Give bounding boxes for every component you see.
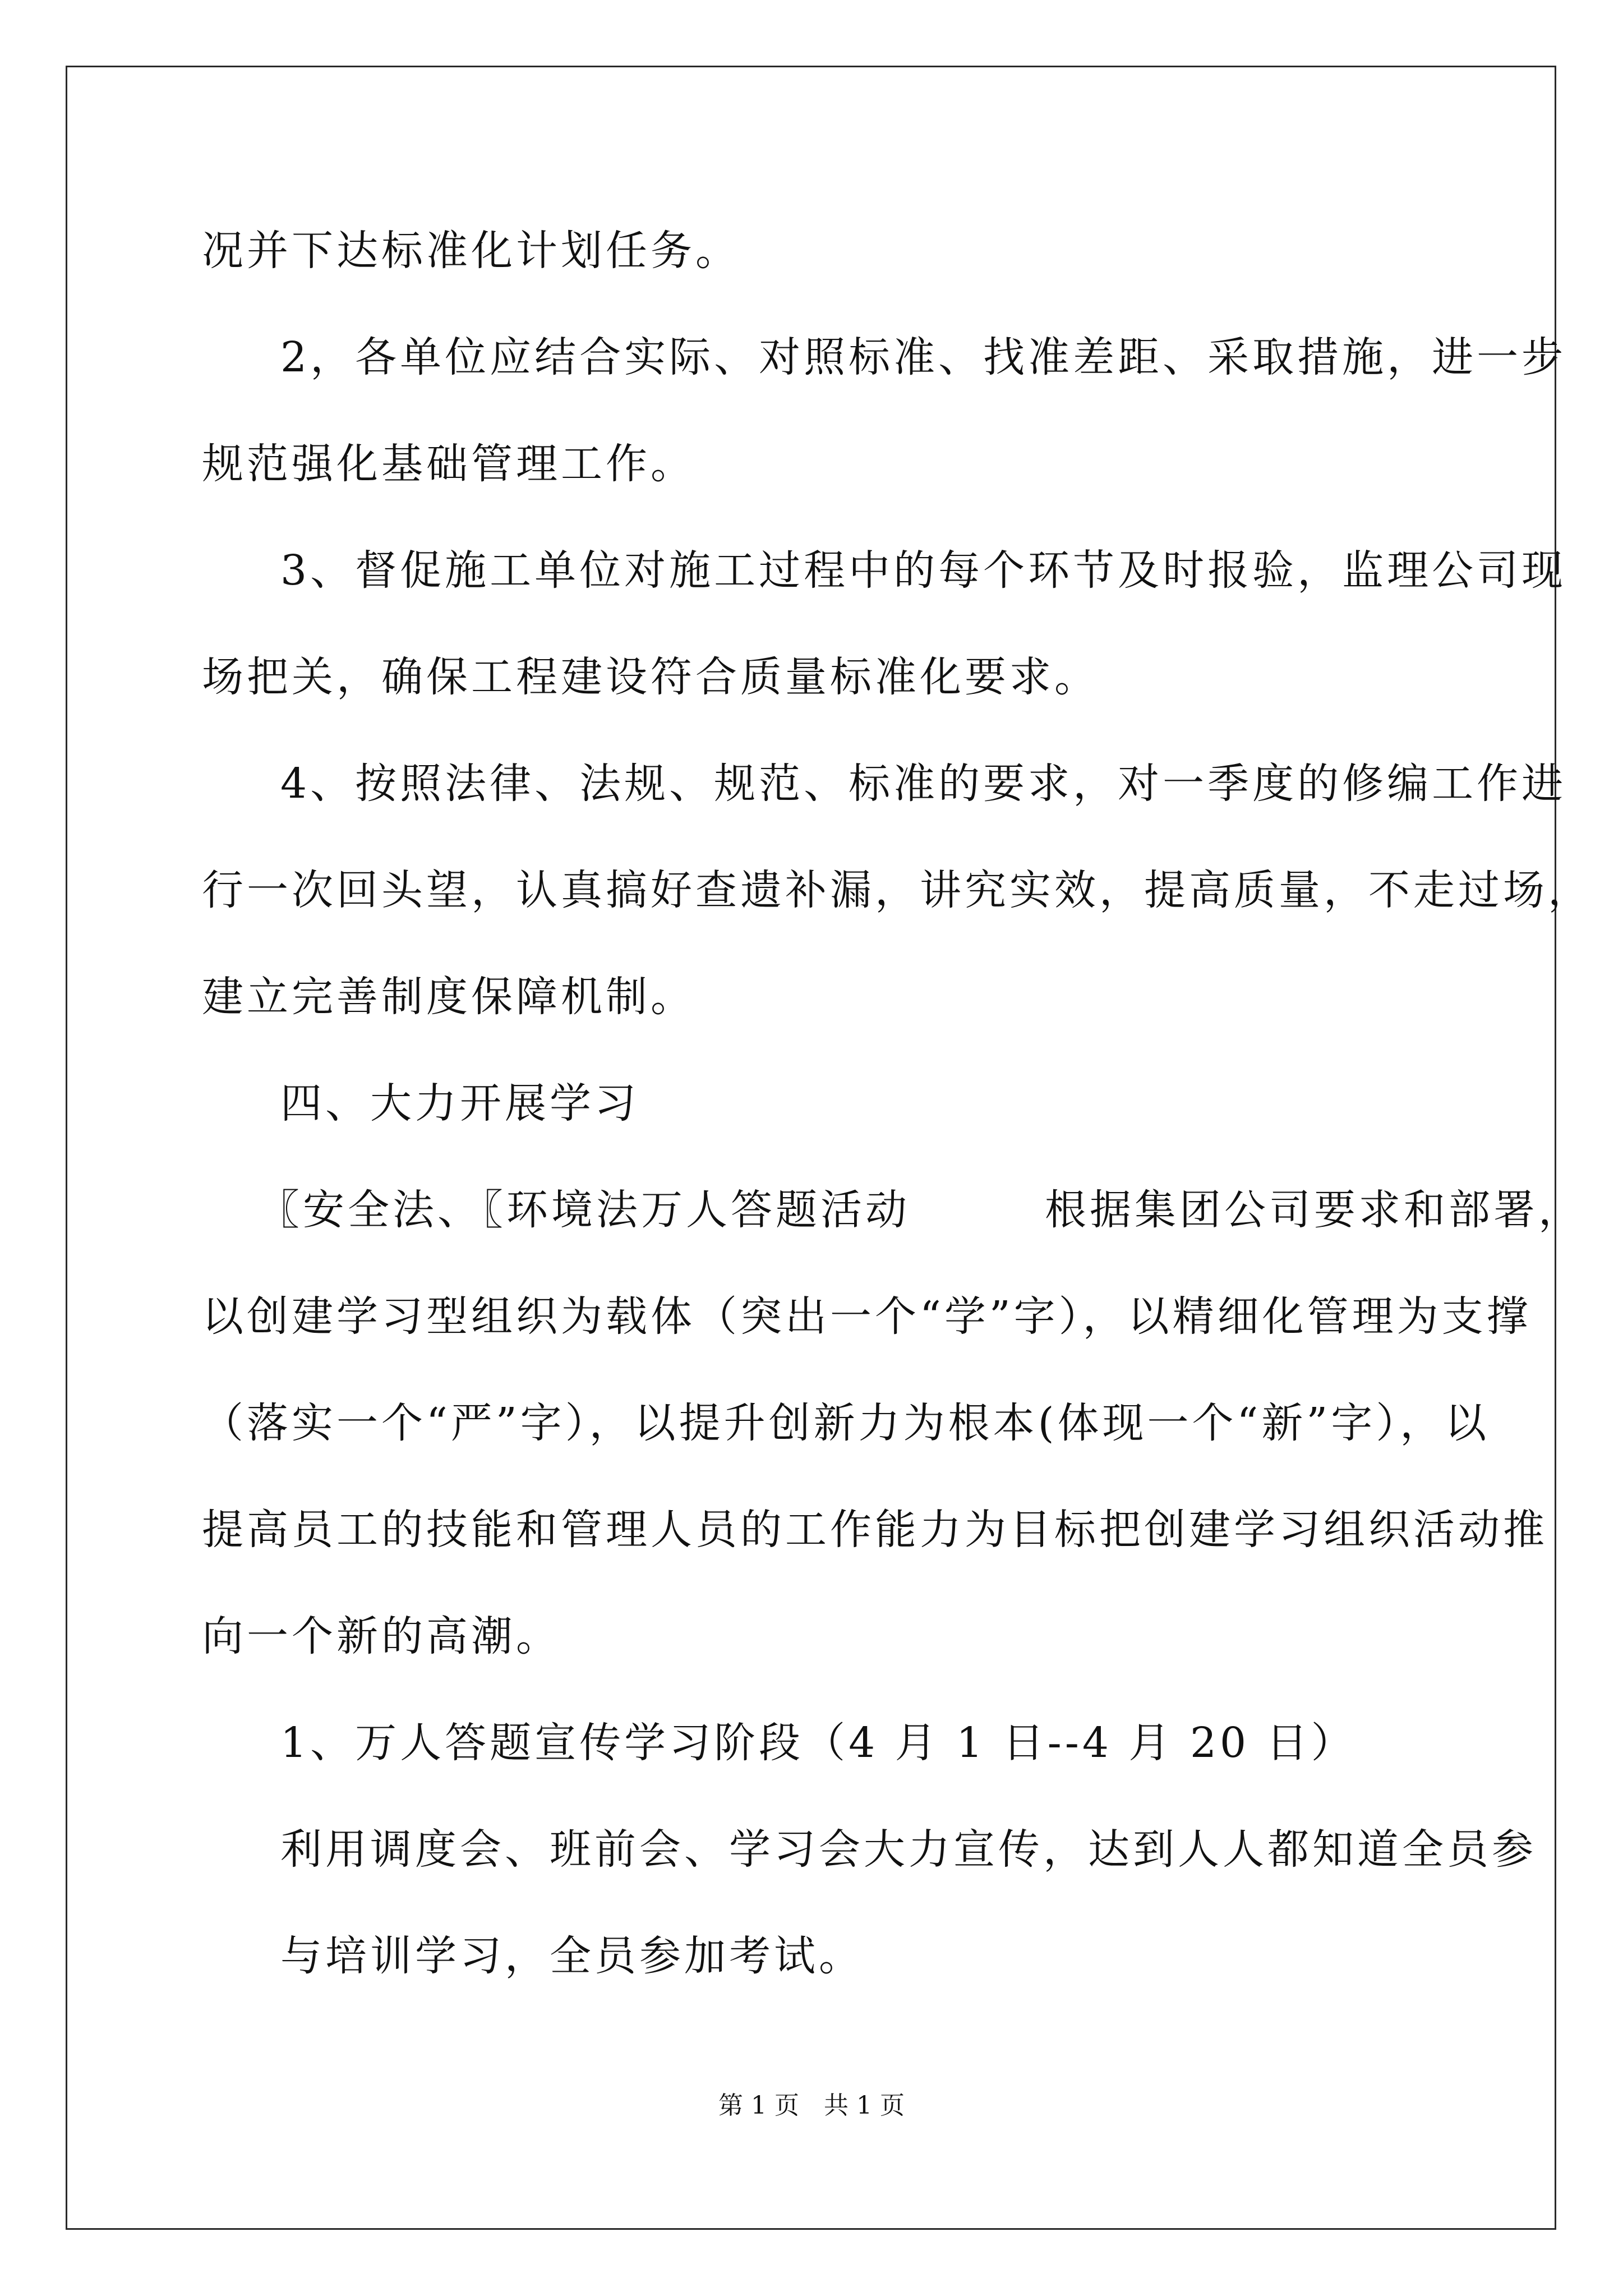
page-frame [66, 66, 1556, 2230]
section-heading: 四、大力开展学习 [280, 1079, 639, 1128]
text-line-15: 1、万人答题宣传学习阶段（4 月 1 日--4 月 20 日） [280, 1719, 1356, 1767]
text-line-11: 以创建学习型组织为载体（突出一个“学”字），以精细化管理为支撑 [202, 1292, 1532, 1341]
text-line-2: 2，各单位应结合实际、对照标准、找准差距、采取措施，进一步 [280, 333, 1567, 381]
text-line-10: 〖安全法、〖环境法万人答题活动 根据集团公司要求和部署， [258, 1186, 1583, 1234]
text-line-1: 况并下达标准化计划任务。 [202, 227, 740, 275]
text-line-13: 提高员工的技能和管理人员的工作能力为目标把创建学习组织活动推 [202, 1506, 1548, 1554]
text-line-12: （落实一个“严”字），以提升创新力为根本(体现一个“新”字），以 [202, 1399, 1490, 1447]
page-number-footer: 第 1 页 共 1 页 [718, 2091, 905, 2120]
text-line-14: 向一个新的高潮。 [202, 1612, 561, 1660]
text-line-4: 3、督促施工单位对施工过程中的每个环节及时报验，监理公司现 [280, 546, 1567, 595]
text-line-3: 规范强化基础管理工作。 [202, 440, 695, 488]
text-line-7: 行一次回头望，认真搞好查遗补漏，讲究实效，提高质量，不走过场， [202, 866, 1593, 914]
text-line-17: 与培训学习，全员参加考试。 [280, 1932, 864, 1980]
text-line-5: 场把关，确保工程建设符合质量标准化要求。 [202, 653, 1099, 701]
text-line-8: 建立完善制度保障机制。 [202, 973, 695, 1021]
text-line-16: 利用调度会、班前会、学习会大力宣传，达到人人都知道全员参 [280, 1825, 1537, 1874]
text-line-6: 4、按照法律、法规、规范、标准的要求，对一季度的修编工作进 [280, 760, 1567, 808]
